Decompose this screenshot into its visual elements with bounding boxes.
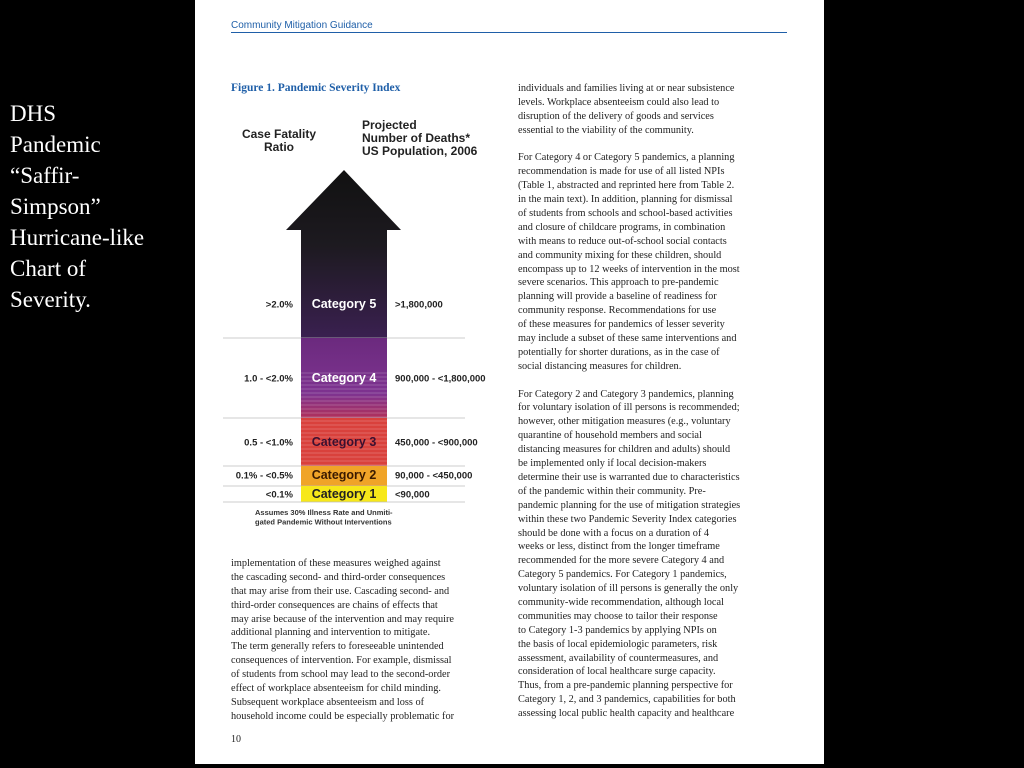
category-label: Category 3: [311, 435, 377, 449]
text-line: may arise because of the intervention and may require: [231, 613, 455, 625]
paragraph: [518, 388, 740, 721]
text-line: pandemic planning for the use of mitigation strategies: [518, 499, 741, 511]
text-line: individuals and families living at or near subsistence: [518, 83, 735, 94]
figure-footnote: gated Pandemic Without Interventions: [255, 517, 392, 527]
text-line: assessing local public health capacity and healthcare: [518, 708, 735, 720]
text-line: severe scenarios. This approach to pre-pandemic: [518, 277, 719, 289]
text-line: community response. Recommendations for use: [518, 305, 717, 317]
fatality-ratio: >2.0%: [265, 299, 293, 311]
category-label: Category 4: [311, 371, 377, 385]
text-line: recommended for the more severe Category 4 and: [518, 555, 725, 567]
fatality-ratio: 1.0 - <2.0%: [244, 373, 293, 385]
category-label: Category 1: [311, 487, 377, 501]
text-line: weeks or less, distinct from the longer timeframe: [518, 541, 720, 553]
text-line: with means to reduce out-of-school social contacts: [518, 235, 727, 247]
severity-arrow: [286, 170, 401, 338]
slide-caption-line: DHS: [10, 101, 57, 126]
right-column-header: Number of Deaths*: [362, 131, 471, 145]
text-line: levels. Workplace absenteeism could also lead to: [518, 96, 720, 108]
slide-caption-line: Pandemic: [10, 132, 101, 157]
right-column-text: [518, 82, 740, 721]
text-line: of these measures for pandemics of lesser severity: [518, 319, 725, 331]
text-line: Subsequent workplace absenteeism and loss of: [231, 696, 425, 708]
text-line: voluntary isolation of ill persons is generally the only: [518, 583, 739, 595]
text-line: For Category 4 or Category 5 pandemics, a planning: [518, 152, 735, 164]
paragraph: [518, 82, 740, 138]
text-line: the basis of local epidemiologic parameters, risk: [518, 638, 718, 650]
text-line: of students from schools and school-based activities: [518, 208, 733, 220]
right-column-header: Projected: [362, 118, 417, 132]
text-line: Thus, from a pre-pandemic planning perspective for: [518, 680, 733, 692]
text-line: For Category 2 and Category 3 pandemics, planning: [518, 388, 734, 400]
projected-deaths: 450,000 - <900,000: [395, 437, 478, 449]
text-line: and community mixing for these children, should: [518, 249, 722, 261]
text-line: to Category 1-3 pandemics by applying NPIs on: [518, 624, 717, 636]
left-column-header: Ratio: [264, 140, 294, 154]
text-line: household income could be especially problematic for: [231, 710, 455, 722]
category-label: Category 5: [311, 297, 377, 311]
projected-deaths: >1,800,000: [395, 299, 443, 311]
projected-deaths: <90,000: [395, 489, 430, 501]
text-line: and closure of childcare programs, in combination: [518, 221, 726, 233]
slide-caption-line: Chart of: [10, 256, 87, 281]
running-header: Community Mitigation Guidance: [231, 20, 787, 33]
slide-caption-line: “Saffir-: [10, 163, 80, 188]
projected-deaths: 900,000 - <1,800,000: [395, 373, 486, 385]
text-line: disruption of the delivery of goods and services: [518, 110, 714, 122]
text-line: quarantine of household members and social: [518, 430, 702, 442]
text-line: assessment, availability of countermeasures, and: [518, 652, 719, 664]
text-line: may include a subset of these same interventions and: [518, 333, 737, 345]
text-line: implementation of these measures weighed against: [231, 558, 441, 569]
text-line: essential to the viability of the community.: [518, 124, 694, 136]
text-line: consideration of local healthcare surge capacity.: [518, 666, 716, 678]
text-line: communities may choose to tailor their response: [518, 610, 718, 622]
text-line: however, other mitigation measures (e.g., voluntary: [518, 416, 731, 428]
text-line: third-order consequences are chains of effects that: [231, 599, 438, 611]
text-line: within these two Pandemic Severity Index categories: [518, 513, 737, 525]
text-line: encompass up to 12 weeks of intervention in the most: [518, 263, 740, 275]
text-line: that may arise from their use. Cascading second- and: [231, 585, 450, 597]
text-line: social distancing measures for children.: [518, 360, 682, 372]
page-number: 10: [231, 734, 241, 745]
left-column-text: [231, 557, 454, 724]
figure-title: Figure 1. Pandemic Severity Index: [231, 82, 401, 94]
projected-deaths: 90,000 - <450,000: [395, 470, 473, 482]
fatality-ratio: <0.1%: [265, 489, 293, 501]
text-line: be implemented only if local decision-makers: [518, 458, 707, 470]
paragraph: [518, 151, 740, 373]
text-line: distancing measures for children and adults) should: [518, 444, 731, 456]
text-line: community-wide recommendation, although local: [518, 596, 724, 608]
text-line: recommendation is made for use of all listed NPIs: [518, 166, 725, 178]
fatality-ratio: 0.5 - <1.0%: [244, 437, 293, 449]
text-line: planning will provide a baseline of readiness for: [518, 291, 717, 303]
text-line: Category 5 pandemics. For Category 1 pandemics,: [518, 569, 727, 581]
text-line: the cascading second- and third-order consequences: [231, 571, 446, 583]
right-column-header: US Population, 2006: [362, 144, 478, 158]
fatality-ratio: 0.1% - <0.5%: [235, 470, 293, 482]
text-line: consequences of intervention. For example, dismissal: [231, 655, 452, 667]
text-line: for voluntary isolation of ill persons is recommended;: [518, 402, 740, 414]
text-line: The term generally refers to foreseeable unintended: [231, 641, 444, 653]
figure-footnote: Assumes 30% Illness Rate and Unmiti-: [255, 508, 393, 517]
text-line: potentially for shorter durations, as in the case of: [518, 346, 720, 358]
text-line: in the main text). In addition, planning for dismissal: [518, 194, 733, 206]
left-column-header: Case Fatality: [241, 127, 317, 141]
text-line: (Table 1, abstracted and reprinted here from Table 2.: [518, 180, 735, 192]
slide-caption-line: Simpson”: [10, 194, 101, 219]
document-page: [195, 0, 824, 764]
slide-caption-line: Severity.: [10, 287, 91, 312]
category-label: Category 2: [311, 468, 377, 482]
text-line: of students from school may lead to the second-order: [231, 669, 451, 681]
text-line: effect of workplace absenteeism for child minding.: [231, 683, 441, 695]
text-line: determine their use is warranted due to characteristics: [518, 471, 740, 483]
slide-caption: [10, 98, 185, 315]
text-line: of the pandemic within their community. Pre-: [518, 485, 706, 497]
text-line: additional planning and intervention to mitigate.: [231, 627, 431, 639]
slide-caption-line: Hurricane-like: [10, 225, 145, 250]
text-line: should be done with a focus on a duration of 4: [518, 527, 710, 539]
text-line: Category 1, 2, and 3 pandemics, capabilities for both: [518, 694, 736, 706]
